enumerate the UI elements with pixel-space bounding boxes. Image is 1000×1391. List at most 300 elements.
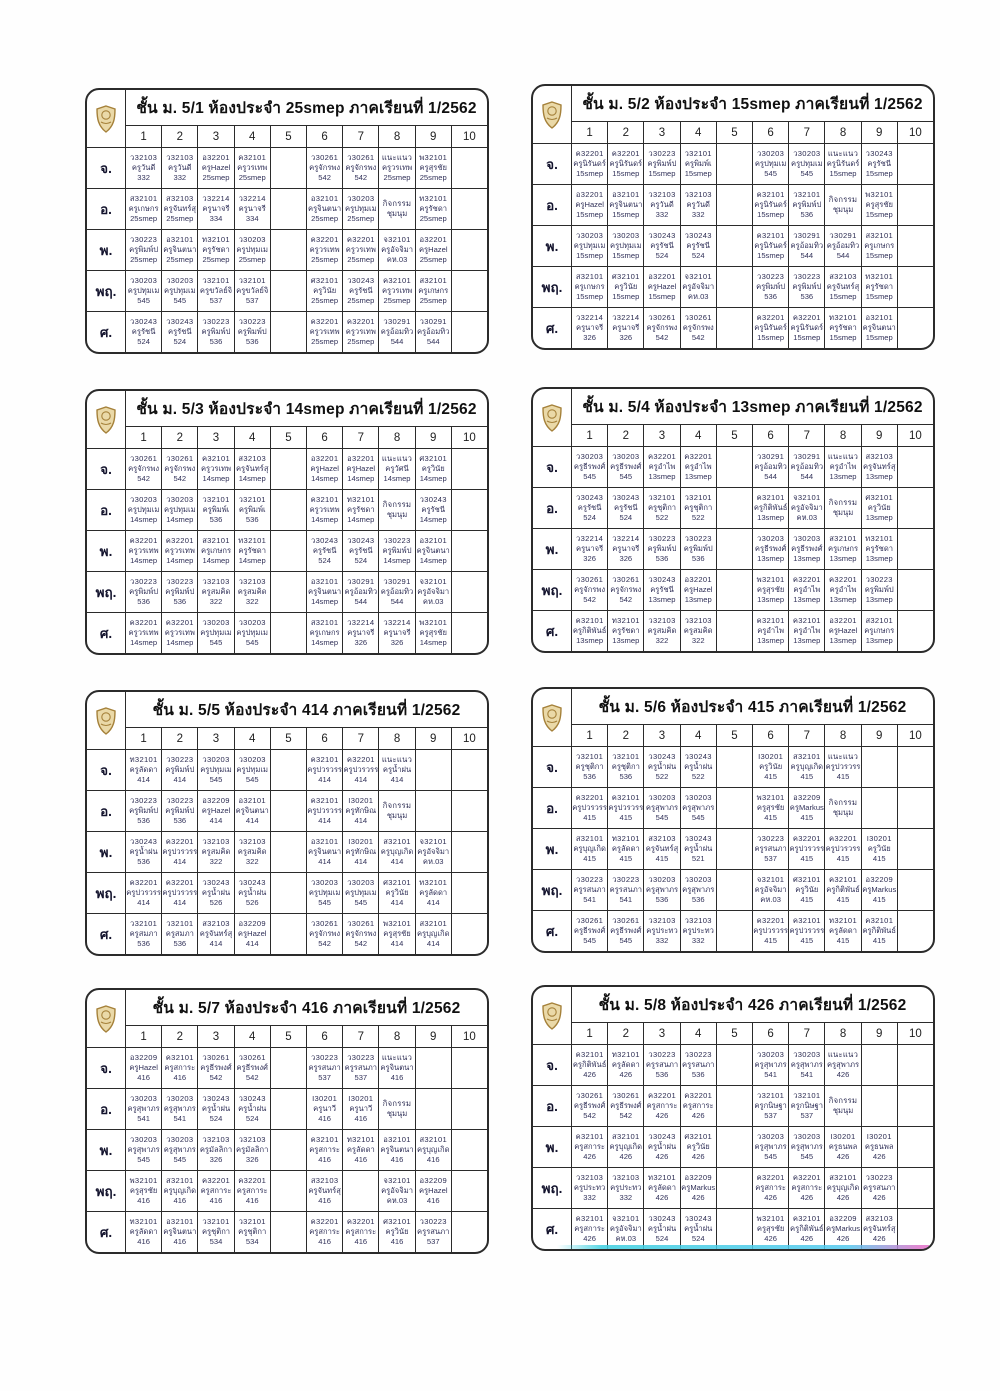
teacher-name: ครูธีรพงศ์ (610, 926, 642, 936)
teacher-name: ครูสุพาภร (754, 1060, 787, 1070)
subject-code: ว30223 (383, 536, 411, 546)
teacher-name: ครูจักรพง (128, 464, 160, 474)
room-number: 414 (245, 938, 259, 948)
table-row (87, 913, 487, 954)
day-label: อ. (533, 788, 572, 828)
teacher-name: ครูรัชนี (650, 241, 674, 251)
schedule-cell (126, 271, 161, 311)
subject-code: ว30243 (130, 317, 158, 327)
room-number: 536 (583, 771, 596, 781)
teacher-name: ครูรัชดา (202, 245, 230, 255)
schedule-cell (824, 1209, 860, 1249)
teacher-name: ครูปทุมเม (236, 765, 268, 775)
room-number: 542 (245, 1072, 259, 1082)
table-row (87, 749, 487, 790)
schedule-cell (270, 1171, 306, 1211)
schedule-cell (161, 613, 197, 653)
room-number: 542 (691, 332, 705, 342)
schedule-cell (861, 1086, 897, 1126)
schedule-cell (680, 447, 716, 487)
subject-code: ว30223 (419, 1217, 447, 1227)
room-number: 544 (354, 596, 368, 606)
teacher-name: ครูสการะ (646, 1101, 678, 1111)
day-label: พฤ. (87, 1171, 126, 1211)
teacher-name: ครูอ้อมทิว (754, 462, 787, 472)
room-number: 522 (655, 771, 669, 781)
schedule-cell (897, 1127, 933, 1167)
room-number: 416 (173, 1195, 187, 1205)
schedule-cell (270, 914, 306, 954)
schedule-cell (897, 870, 933, 910)
schedule-cell (342, 791, 378, 831)
room-number: คห.03 (422, 856, 444, 866)
teacher-name: ครูจักรพง (682, 323, 714, 333)
table-row (533, 528, 933, 569)
subject-code: ค32201 (611, 149, 640, 159)
room-number: คห.03 (615, 1233, 637, 1243)
schedule-cell (824, 1168, 860, 1208)
schedule-cell (161, 230, 197, 270)
teacher-name: ครูสการะ (309, 1227, 341, 1237)
schedule-cell (342, 189, 378, 229)
room-number: 416 (390, 1154, 404, 1164)
schedule-cell (126, 490, 161, 530)
table-row (87, 448, 487, 489)
teacher-name: ครูชุติกา (201, 1227, 231, 1237)
schedule-cell (270, 1212, 306, 1252)
period-number-row (126, 126, 487, 147)
schedule-cell (342, 531, 378, 571)
teacher-name: ครูนิรันดร์ (790, 323, 824, 333)
teacher-name: ครูธนพล (828, 1142, 858, 1152)
teacher-name: ครูอ้อมทิว (380, 587, 414, 597)
card-header-right (572, 86, 933, 143)
schedule-cell (197, 613, 233, 653)
room-number: 15smep (612, 168, 640, 178)
subject-code: ว32101 (684, 493, 712, 503)
room-number: 25smep (419, 295, 447, 305)
teacher-name: ครูอำไพ (829, 585, 857, 595)
teacher-name: ครูลัดดา (129, 1227, 158, 1237)
period-number: 3 (643, 1023, 679, 1044)
room-number: 414 (318, 774, 331, 784)
room-number: 542 (619, 1110, 633, 1120)
teacher-name: ครูวันดี (131, 163, 156, 173)
teacher-name: ครูจินตนา (308, 847, 342, 857)
period-number: 4 (234, 728, 270, 749)
room-number: 414 (390, 856, 404, 866)
subject-code: ว30223 (347, 1053, 375, 1063)
teacher-name: ครูอัจจิมา (682, 282, 715, 292)
schedule-cell (897, 529, 933, 569)
subject-code: กิจกรรม (382, 1099, 412, 1109)
room-number: 15smep (612, 291, 640, 301)
teacher-name: ครูรัชนี (421, 505, 446, 515)
teacher-name: ครูรสนภา (682, 1060, 715, 1070)
teacher-name: ครูลัดดา (419, 888, 448, 898)
room-number: 25smep (347, 254, 375, 264)
schedule-cell (680, 267, 716, 307)
teacher-name: ครูธีรพงศ์ (791, 544, 823, 554)
schedule-cell (643, 1086, 679, 1126)
day-label: อ. (87, 490, 126, 530)
subject-code: ว30261 (238, 1053, 266, 1063)
schedule-cell (824, 570, 860, 610)
subject-code: ว30291 (383, 577, 411, 587)
period-number: 5 (716, 425, 752, 446)
schedule-cell (607, 788, 643, 828)
period-number: 1 (586, 126, 593, 139)
subject-code: ค32201 (575, 149, 604, 159)
teacher-name: ครูสุพาภร (682, 885, 715, 895)
room-number: 332 (173, 172, 187, 182)
room-number: 326 (583, 553, 596, 563)
teacher-name: ครูขวัลย์จิ (199, 286, 233, 296)
room-number: 15smep (576, 168, 604, 178)
schedule-cell (306, 312, 342, 352)
subject-code: ค32101 (238, 153, 267, 163)
schedule-cell (415, 1130, 451, 1170)
room-number: 426 (691, 1110, 705, 1120)
schedule-cell (306, 449, 342, 489)
teacher-name: ครูน้ำฝน (684, 844, 713, 854)
teacher-name: ครูจักรพง (345, 929, 377, 939)
schedule-cell (306, 230, 342, 270)
schedule-cell (824, 529, 860, 569)
room-number: 524 (691, 250, 705, 260)
schedule-cell (415, 914, 451, 954)
room-number: 332 (691, 209, 705, 219)
teacher-name: ครูสการะ (200, 1186, 232, 1196)
teacher-name: ครูพิมพ์ป (165, 806, 195, 816)
room-number: 426 (583, 1151, 596, 1161)
teacher-name: ครูอ้อมทิว (790, 241, 824, 251)
room-number: 334 (245, 213, 259, 223)
subject-code: ว30291 (829, 231, 857, 241)
period-number: 1 (140, 431, 147, 444)
schedule-cell (643, 529, 679, 569)
schedule-cell (234, 1130, 270, 1170)
day-label: พฤ. (533, 870, 572, 910)
schedule-cell (572, 747, 607, 787)
teacher-name: ครูชุติกา (684, 503, 713, 513)
day-label: พฤ. (87, 873, 126, 913)
room-number: 326 (619, 332, 633, 342)
subject-code: ว32103 (684, 916, 712, 926)
subject-code: ค32101 (756, 231, 785, 241)
room-number: 544 (426, 336, 440, 346)
schedule-cell (234, 1171, 270, 1211)
schedule-cell (161, 312, 197, 352)
teacher-name: ครูอำไพ (648, 462, 676, 472)
subject-code: ท32101 (346, 1135, 375, 1145)
teacher-name: ชุมนุม (386, 510, 408, 519)
teacher-name: ครูประทว (646, 926, 678, 936)
subject-code: ว32103 (648, 916, 676, 926)
period-number-row (572, 1023, 933, 1044)
period-number: 8 (824, 122, 860, 143)
room-number: 334 (209, 213, 223, 223)
day-label: พฤ. (87, 572, 126, 612)
subject-code: ค32101 (792, 1214, 821, 1224)
room-number: 13smep (829, 471, 857, 481)
teacher-name: ครูอัจจิมา (754, 885, 787, 895)
schedule-cell (306, 490, 342, 530)
schedule-cell (342, 1171, 378, 1211)
card-title: ชั้น ม. 5/7 ห้องประจำ 416 ภาคเรียนที่ 1/2562 (152, 1000, 461, 1017)
table-row (87, 311, 487, 352)
schedule-cell (415, 1212, 451, 1252)
schedule-cell (897, 1086, 933, 1126)
room-number: 14smep (311, 514, 339, 524)
teacher-name: ครูปทุมเม (754, 159, 787, 169)
room-number: 426 (691, 1151, 705, 1161)
room-number: 536 (800, 291, 814, 301)
schedule-cell (643, 488, 679, 528)
room-number: 524 (655, 250, 669, 260)
subject-code: ค32101 (165, 1053, 194, 1063)
schedule-cell (234, 572, 270, 612)
subject-code: I30201 (348, 796, 374, 806)
schedule-cell (451, 1212, 487, 1252)
teacher-name: ครูสุพาภร (790, 1142, 823, 1152)
room-number: 15smep (757, 209, 785, 219)
card-header (533, 987, 933, 1044)
subject-code: ว30223 (684, 1050, 712, 1060)
period-number: 10 (451, 126, 487, 147)
subject-code: ว32214 (612, 534, 640, 544)
day-label: จ. (87, 1048, 126, 1088)
period-number: 9 (861, 425, 897, 446)
schedule-cell (897, 829, 933, 869)
subject-code: แนะแนว (381, 755, 413, 765)
schedule-cell (752, 1045, 788, 1085)
day-label: จ. (533, 747, 572, 787)
schedule-cell (126, 791, 161, 831)
schedule-cell (342, 230, 378, 270)
teacher-name: ครูปวรวรร (825, 844, 861, 854)
room-number: 326 (390, 637, 404, 647)
table-row (533, 746, 933, 787)
teacher-name: ครูนาจรี (238, 204, 266, 214)
subject-code: ว30203 (648, 793, 676, 803)
teacher-name: ครูจักรพง (574, 585, 606, 595)
subject-code: อ32201 (347, 454, 375, 464)
teacher-name: ครูอ้อมทิว (380, 327, 414, 337)
room-number: 536 (691, 553, 705, 563)
subject-code: ว30243 (648, 1132, 676, 1142)
schedule-cell (607, 267, 643, 307)
room-number: 25smep (383, 295, 411, 305)
teacher-name: ครูน้ำฝน (201, 888, 231, 898)
period-number: 9 (415, 728, 451, 749)
subject-code: ส32103 (238, 454, 266, 464)
schedule-cell (752, 788, 788, 828)
schedule-cell (897, 308, 933, 348)
teacher-name: ครูกนิษฐา (790, 1101, 824, 1111)
subject-code: ว30243 (347, 536, 375, 546)
schedule-cell (788, 570, 824, 610)
schedule-cell (752, 308, 788, 348)
teacher-name: ครูบุญเกิด (380, 847, 414, 857)
subject-code: I30201 (758, 752, 784, 762)
room-number: 541 (137, 1113, 150, 1123)
room-number: 416 (209, 1195, 223, 1205)
room-number: 416 (318, 1154, 331, 1164)
schedule-cell (270, 312, 306, 352)
subject-code: อ32101 (310, 577, 339, 587)
teacher-name: ครูจันทร์สุ (826, 282, 860, 292)
subject-code: ท32101 (238, 536, 267, 546)
room-number: 13smep (865, 635, 893, 645)
teacher-name: ครูอัจจิมา (790, 503, 823, 513)
schedule-cell (643, 226, 679, 266)
subject-code: อ32209 (202, 796, 230, 806)
schedule-cell (752, 829, 788, 869)
period-number: 1 (140, 732, 147, 745)
schedule-cell (572, 829, 607, 869)
period-number: 3 (197, 126, 233, 147)
schedule-cell (306, 750, 342, 790)
card-header (87, 90, 487, 147)
subject-code: ว32103 (202, 837, 230, 847)
schedule-cell (306, 1171, 342, 1211)
teacher-name: ครูธีรพงศ์ (610, 462, 642, 472)
teacher-name: ครูวินัย (867, 844, 891, 854)
teacher-name: ชุมนุม (386, 209, 408, 218)
room-number: 15smep (865, 332, 893, 342)
subject-code: I30201 (830, 1132, 856, 1142)
subject-code: ท32101 (611, 1050, 640, 1060)
schedule-cell (197, 1212, 233, 1252)
teacher-name: ครูปทุมเม (236, 628, 268, 638)
subject-code: ว30261 (576, 575, 604, 585)
teacher-name: ครูอ้อมทิว (416, 327, 450, 337)
schedule-cell (572, 1209, 607, 1249)
teacher-name: ครูพิมพ์ป (165, 587, 195, 597)
subject-code: อ32201 (684, 575, 712, 585)
room-number: 536 (764, 291, 777, 301)
room-number: 14smep (130, 555, 158, 565)
teacher-name: ครูปวรวรร (162, 888, 198, 898)
schedule-cell (572, 570, 607, 610)
subject-code: ว30291 (419, 317, 447, 327)
schedule-cell (342, 490, 378, 530)
schedule-cell (342, 572, 378, 612)
room-number: 415 (872, 894, 886, 904)
room-number: 542 (655, 332, 669, 342)
period-number-row (572, 725, 933, 746)
subject-code: กิจกรรม (828, 195, 858, 205)
room-number: 536 (800, 209, 814, 219)
schedule-cell (824, 1127, 860, 1167)
room-number: 13smep (757, 594, 785, 604)
room-number: 542 (619, 594, 633, 604)
teacher-name: ชุมนุม (386, 1109, 408, 1118)
room-number: 14smep (166, 637, 194, 647)
subject-code: ว30203 (793, 534, 821, 544)
table-row (533, 569, 933, 610)
subject-code: ส32101 (310, 618, 339, 628)
schedule-cell (788, 488, 824, 528)
room-number: 426 (836, 1151, 850, 1161)
room-number: 14smep (202, 473, 230, 483)
teacher-name: ครูวรเทพ (381, 163, 413, 173)
schedule-cell (270, 832, 306, 872)
subject-code: ส32101 (419, 276, 447, 286)
teacher-name: ครูธีรพงศ์ (573, 462, 606, 472)
room-number: 415 (800, 853, 814, 863)
subject-code: ว30203 (648, 875, 676, 885)
period-number: 10 (451, 728, 487, 749)
teacher-name: ครูสมภา (165, 929, 194, 939)
subject-code: ว32101 (793, 190, 821, 200)
schedule-cell (270, 613, 306, 653)
subject-code: ว30203 (202, 618, 230, 628)
timetable-card (531, 84, 935, 350)
day-label: พฤ. (533, 1168, 572, 1208)
title-row (126, 990, 487, 1026)
schedule-cell (306, 873, 342, 913)
schedule-cell (824, 267, 860, 307)
schedule-cell (824, 829, 860, 869)
schedule-cell (451, 750, 487, 790)
teacher-name: ครูสุพาภร (682, 803, 715, 813)
card-header (533, 86, 933, 143)
subject-code: ว32101 (757, 1091, 785, 1101)
subject-code: พ32101 (419, 153, 448, 163)
schedule-cell (342, 148, 378, 188)
schedule-cell (378, 230, 414, 270)
subject-code: ว30261 (576, 1091, 604, 1101)
period-number: 8 (378, 126, 414, 147)
room-number: 536 (655, 894, 669, 904)
room-number: 524 (655, 1233, 669, 1243)
table-row (533, 446, 933, 487)
teacher-name: ครูสมคิด (237, 847, 267, 857)
teacher-name: ครูลัดดา (829, 926, 857, 936)
schedule-cell (306, 791, 342, 831)
teacher-name: ครูนาจรี (347, 628, 375, 638)
schedule-cell (680, 144, 716, 184)
schedule-cell (824, 1045, 860, 1085)
room-number: 15smep (757, 250, 785, 260)
room-number: 415 (800, 771, 814, 781)
subject-code: ค32201 (165, 837, 194, 847)
schedule-cell (897, 447, 933, 487)
subject-code: อ32201 (648, 272, 676, 282)
schedule-cell (451, 613, 487, 653)
subject-code: จ32101 (793, 493, 821, 503)
schedule-cell (197, 490, 233, 530)
room-number: 524 (691, 1233, 705, 1243)
room-number: 416 (318, 1113, 331, 1123)
room-number: 536 (137, 856, 150, 866)
subject-code: กิจกรรม (828, 498, 858, 508)
emblem-cell (533, 987, 572, 1044)
subject-code: ว32103 (238, 577, 266, 587)
subject-code: ว30203 (202, 755, 230, 765)
schedule-cell (861, 488, 897, 528)
teacher-name: ครูHazel (310, 464, 339, 474)
schedule-cell (197, 873, 233, 913)
schedule-cell (752, 267, 788, 307)
timetable-card (531, 387, 935, 653)
schedule-cell (234, 832, 270, 872)
teacher-name: ครูสมภา (129, 929, 158, 939)
room-number: 414 (173, 897, 187, 907)
subject-code: ค32101 (575, 1132, 604, 1142)
